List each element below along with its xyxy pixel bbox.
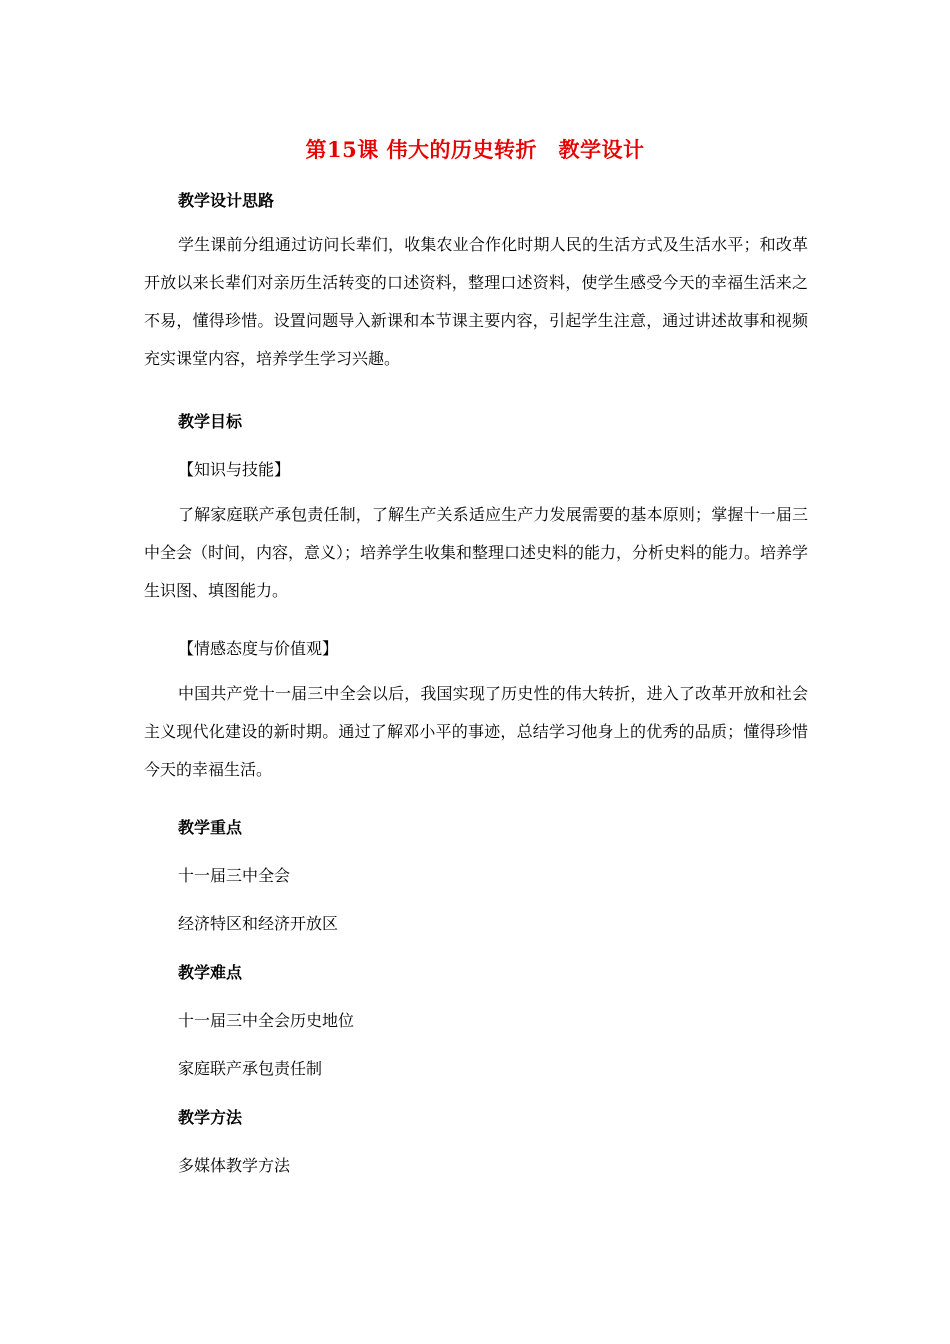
- goals-heading: 教学目标: [178, 412, 243, 431]
- emotion-values-label: 【情感态度与价值观】: [178, 639, 339, 658]
- design-idea-heading: 教学设计思路: [178, 191, 275, 210]
- knowledge-skills-paragraph: 了解家庭联产承包责任制，了解生产关系适应生产力发展需要的基本原则；掌握十一届三中全会（时间，内容，意义）；培养学生收集和整理口述史料的能力，分析史料的能力。培养学生识图、填图能力。: [144, 505, 809, 600]
- difficulty-item: 家庭联产承包责任制: [178, 1059, 323, 1078]
- design-idea-paragraph: 学生课前分组通过访问长辈们，收集农业合作化时期人民的生活方式及生活水平；和改革开放以来长辈们对亲历生活转变的口述资料，整理口述资料，使学生感受今天的幸福生活来之不易，懂得珍惜。设置问题导入新课和本节课主要内容，引起学生注意，通过讲述故事和视频充实课堂内容，培养学生学习兴趣。: [144, 235, 808, 368]
- key-point-item: 十一届三中全会: [178, 866, 291, 885]
- key-point-item: 经济特区和经济开放区: [178, 914, 339, 933]
- difficulties-heading: 教学难点: [178, 963, 243, 982]
- key-points-heading: 教学重点: [178, 818, 243, 837]
- knowledge-skills-label: 【知识与技能】: [178, 460, 291, 479]
- method-item: 多媒体教学方法: [178, 1156, 291, 1175]
- document-title: 第15课 伟大的历史转折 教学设计: [305, 137, 645, 162]
- emotion-values-paragraph: 中国共产党十一届三中全会以后，我国实现了历史性的伟大转折，进入了改革开放和社会主义现代化建设的新时期。通过了解邓小平的事迹，总结学习他身上的优秀的品质；懂得珍惜今天的幸福生活。: [144, 684, 808, 779]
- difficulty-item: 十一届三中全会历史地位: [178, 1011, 355, 1030]
- methods-heading: 教学方法: [178, 1108, 243, 1127]
